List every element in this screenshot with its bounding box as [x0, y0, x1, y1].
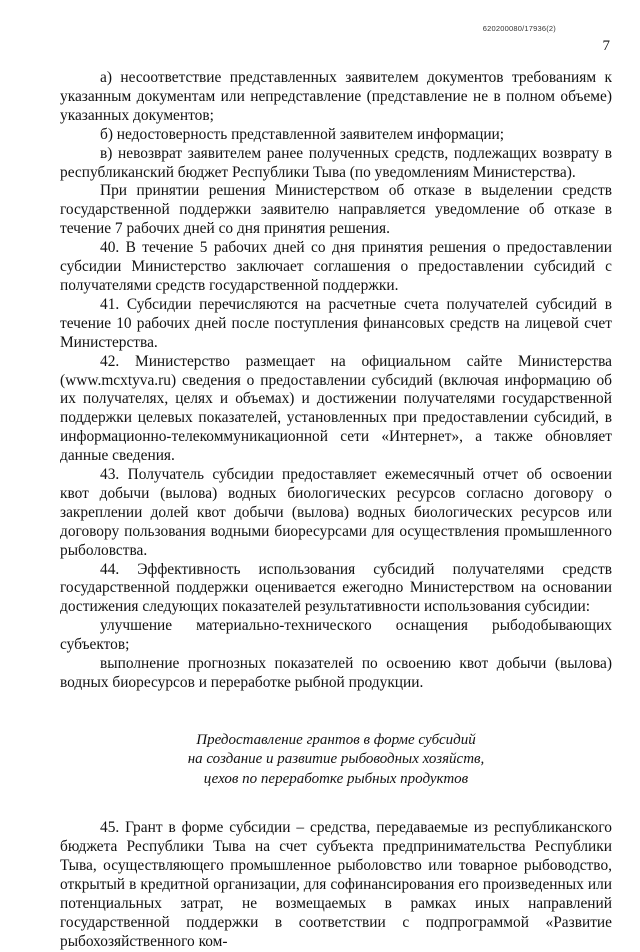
paragraph-indicator-1: улучшение материально-технического оснащения рыбодобывающих субъектов;: [60, 617, 612, 654]
paragraph-item-v: в) невозврат заявителем ранее полученных средств, подлежащих возврату в республиканский бюджет Республики Тыва (по уведомлениям Министерства).: [60, 144, 612, 181]
paragraph-item-a: а) несоответствие представленных заявителем документов требованиям к указанным документам или непредставление (представление не в полном объеме) указанных документов;: [60, 69, 612, 124]
section-heading: [60, 731, 612, 790]
paragraph-42: 42. Министерство размещает на официальном сайте Министерства (www.mcxtyva.ru) сведения о предоставлении субсидий (включая информацию об их получателях, целях и объемах) и достижении получателями государственной поддержки целевых показателей, установленных при предоставлении субсидий, в информационно-телекоммуникационной сети «Интернет», а также обновляет данные сведения.: [60, 352, 612, 465]
section-heading-line-3: цехов по переработке рыбных продуктов: [203, 770, 469, 787]
paragraph-40: 40. В течение 5 рабочих дней со дня принятия решения о предоставлении субсидии Министерство заключает соглашения о предоставлении субсидий с получателями средств государственной поддержки.: [60, 239, 612, 294]
document-body: [60, 69, 612, 952]
paragraph-indicator-2: выполнение прогнозных показателей по освоению квот добычи (вылова) водных биоресурсов и переработке рыбной продукции.: [60, 655, 612, 691]
document-code: 620200080/17936(2): [482, 24, 556, 33]
page-number: 7: [602, 38, 610, 54]
paragraph-41: 41. Субсидии перечисляются на расчетные счета получателей субсидий в течение 10 рабочих дней после поступления финансовых средств на лицевой счет Министерства.: [60, 295, 612, 351]
section-heading-line-2: на создание и развитие рыбоводных хозяйств,: [187, 751, 485, 768]
paragraph-45: 45. Грант в форме субсидии – средства, передаваемые из республиканского бюджета Республики Тыва на счет субъекта предпринимательства Республики Тыва, осуществляющего промышленное рыболовство или товарное рыбоводство, открытый в кредитной организации, для софинансирования его произведенных или потенциальных затрат, не возмещаемых в рамках иных направлений государственной поддержки в соответствии с подпрограммой «Развитие рыбохозяйственного ком-: [60, 819, 612, 950]
paragraph-item-b: б) недостоверность представленной заявителем информации;: [100, 125, 505, 143]
paragraph-44: 44. Эффективность использования субсидий получателями средств государственной поддержки оценивается ежегодно Министерством на основании достижения следующих показателей результативности использования субсидии:: [60, 560, 612, 616]
paragraph-43: 43. Получатель субсидии предоставляет ежемесячный отчет об освоении квот добычи (вылова) водных биологических ресурсов согласно договору о закреплении долей квот добычи (вылова) водных биологических ресурсов или договору пользования водными биоресурсами для осуществления промышленного рыболовства.: [60, 466, 612, 559]
paragraph-refusal-notice: При принятии решения Министерством об отказе в выделении средств государственной поддержки заявителю направляется уведомление об отказе в течение 7 рабочих дней со дня принятия решения.: [60, 182, 612, 238]
section-heading-line-1: Предоставление грантов в форме субсидий: [196, 731, 476, 748]
